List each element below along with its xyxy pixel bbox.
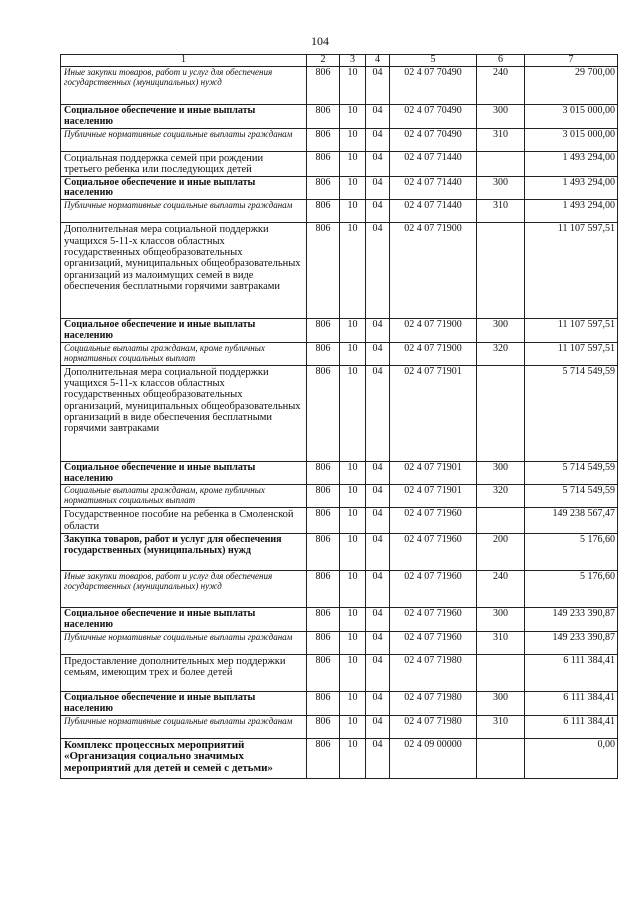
row-section-cell: 10	[340, 342, 366, 365]
row-name-cell: Социальное обеспечение и иные выплаты населению	[61, 608, 307, 632]
row-ministry-cell: 806	[307, 654, 340, 691]
row-subsection-cell: 04	[366, 319, 390, 343]
row-amount-cell: 3 015 000,00	[525, 105, 618, 129]
row-name-cell: Публичные нормативные социальные выплаты гражданам	[61, 631, 307, 654]
header-col-5: 5	[390, 55, 477, 67]
row-amount-cell: 5 714 549,59	[525, 365, 618, 461]
row-target-article-cell: 02 4 07 71960	[390, 534, 477, 571]
row-section-cell: 10	[340, 571, 366, 608]
row-name-cell: Социальное обеспечение и иные выплаты населению	[61, 691, 307, 715]
row-target-article-cell: 02 4 07 71440	[390, 151, 477, 176]
row-expense-type-cell: 300	[477, 105, 525, 129]
row-name-cell: Публичные нормативные социальные выплаты гражданам	[61, 128, 307, 151]
row-name-cell: Дополнительная мера социальной поддержки учащихся 5-11-х классов областных государственных общеобразовательных организаций, муниципальных общеобразовательных организаций из малоимущих семей в виде обеспечения бесплатными горячими завтраками	[61, 223, 307, 319]
row-name-cell: Государственное пособие на ребенка в Смоленской области	[61, 508, 307, 534]
budget-table	[60, 54, 618, 779]
row-section-cell: 10	[340, 461, 366, 485]
row-section-cell: 10	[340, 128, 366, 151]
row-amount-cell: 5 176,60	[525, 571, 618, 608]
row-amount-cell: 0,00	[525, 738, 618, 778]
row-section-cell: 10	[340, 508, 366, 534]
row-ministry-cell: 806	[307, 176, 340, 200]
row-expense-type-cell: 200	[477, 534, 525, 571]
row-ministry-cell: 806	[307, 223, 340, 319]
row-section-cell: 10	[340, 105, 366, 129]
row-expense-type-cell: 240	[477, 67, 525, 105]
row-target-article-cell: 02 4 07 71980	[390, 654, 477, 691]
row-ministry-cell: 806	[307, 691, 340, 715]
row-target-article-cell: 02 4 07 70490	[390, 105, 477, 129]
row-target-article-cell: 02 4 07 71960	[390, 508, 477, 534]
header-col-4: 4	[366, 55, 390, 67]
table-row	[61, 485, 618, 508]
row-section-cell: 10	[340, 534, 366, 571]
row-expense-type-cell: 300	[477, 176, 525, 200]
row-subsection-cell: 04	[366, 365, 390, 461]
row-subsection-cell: 04	[366, 105, 390, 129]
row-ministry-cell: 806	[307, 67, 340, 105]
row-target-article-cell: 02 4 07 71901	[390, 485, 477, 508]
row-section-cell: 10	[340, 67, 366, 105]
row-name-cell: Публичные нормативные социальные выплаты гражданам	[61, 200, 307, 223]
table-row	[61, 534, 618, 571]
row-target-article-cell: 02 4 07 71960	[390, 608, 477, 632]
row-name-cell: Социальные выплаты гражданам, кроме публичных нормативных социальных выплат	[61, 485, 307, 508]
row-subsection-cell: 04	[366, 631, 390, 654]
row-target-article-cell: 02 4 07 71960	[390, 631, 477, 654]
row-expense-type-cell: 320	[477, 485, 525, 508]
row-ministry-cell: 806	[307, 319, 340, 343]
row-expense-type-cell: 300	[477, 461, 525, 485]
table-row	[61, 608, 618, 632]
row-amount-cell: 29 700,00	[525, 67, 618, 105]
row-section-cell: 10	[340, 319, 366, 343]
row-ministry-cell: 806	[307, 128, 340, 151]
row-section-cell: 10	[340, 365, 366, 461]
row-target-article-cell: 02 4 07 71900	[390, 319, 477, 343]
row-name-cell: Иные закупки товаров, работ и услуг для обеспечения государственных (муниципальных) нужд	[61, 67, 307, 105]
row-subsection-cell: 04	[366, 223, 390, 319]
header-col-6: 6	[477, 55, 525, 67]
table-header-row	[61, 55, 618, 67]
row-expense-type-cell	[477, 738, 525, 778]
row-amount-cell: 11 107 597,51	[525, 342, 618, 365]
table-row	[61, 319, 618, 343]
row-name-cell: Социальное обеспечение и иные выплаты населению	[61, 176, 307, 200]
row-subsection-cell: 04	[366, 715, 390, 738]
row-subsection-cell: 04	[366, 342, 390, 365]
table-row	[61, 200, 618, 223]
table-row	[61, 654, 618, 691]
row-expense-type-cell: 310	[477, 715, 525, 738]
row-amount-cell: 149 233 390,87	[525, 608, 618, 632]
row-subsection-cell: 04	[366, 508, 390, 534]
row-ministry-cell: 806	[307, 105, 340, 129]
row-expense-type-cell: 300	[477, 608, 525, 632]
row-ministry-cell: 806	[307, 342, 340, 365]
row-amount-cell: 149 238 567,47	[525, 508, 618, 534]
table-row	[61, 105, 618, 129]
row-subsection-cell: 04	[366, 534, 390, 571]
header-col-2: 2	[307, 55, 340, 67]
row-amount-cell: 1 493 294,00	[525, 200, 618, 223]
row-target-article-cell: 02 4 07 70490	[390, 128, 477, 151]
table-row	[61, 128, 618, 151]
row-expense-type-cell: 240	[477, 571, 525, 608]
row-expense-type-cell: 310	[477, 631, 525, 654]
row-amount-cell: 6 111 384,41	[525, 715, 618, 738]
table-row	[61, 571, 618, 608]
page-number: 104	[311, 34, 329, 48]
row-section-cell: 10	[340, 151, 366, 176]
row-section-cell: 10	[340, 176, 366, 200]
row-subsection-cell: 04	[366, 200, 390, 223]
table-row	[61, 508, 618, 534]
row-section-cell: 10	[340, 654, 366, 691]
row-name-cell: Дополнительная мера социальной поддержки учащихся 5-11-х классов областных государственных общеобразовательных организаций, муниципальных общеобразовательных организаций в виде обеспечения бесплатными горячими завтраками	[61, 365, 307, 461]
row-expense-type-cell: 300	[477, 691, 525, 715]
row-target-article-cell: 02 4 07 70490	[390, 67, 477, 105]
row-expense-type-cell: 320	[477, 342, 525, 365]
row-section-cell: 10	[340, 715, 366, 738]
row-subsection-cell: 04	[366, 151, 390, 176]
row-ministry-cell: 806	[307, 571, 340, 608]
row-expense-type-cell: 300	[477, 319, 525, 343]
row-subsection-cell: 04	[366, 738, 390, 778]
row-amount-cell: 11 107 597,51	[525, 319, 618, 343]
table-row	[61, 715, 618, 738]
table-row	[61, 738, 618, 778]
row-section-cell: 10	[340, 738, 366, 778]
row-ministry-cell: 806	[307, 485, 340, 508]
row-section-cell: 10	[340, 608, 366, 632]
row-section-cell: 10	[340, 485, 366, 508]
row-amount-cell: 5 176,60	[525, 534, 618, 571]
row-expense-type-cell: 310	[477, 128, 525, 151]
row-amount-cell: 5 714 549,59	[525, 485, 618, 508]
row-ministry-cell: 806	[307, 508, 340, 534]
row-subsection-cell: 04	[366, 461, 390, 485]
row-expense-type-cell	[477, 654, 525, 691]
row-subsection-cell: 04	[366, 691, 390, 715]
row-amount-cell: 149 233 390,87	[525, 631, 618, 654]
table-row	[61, 631, 618, 654]
row-ministry-cell: 806	[307, 608, 340, 632]
row-amount-cell: 6 111 384,41	[525, 654, 618, 691]
row-amount-cell: 1 493 294,00	[525, 151, 618, 176]
table-row	[61, 691, 618, 715]
row-name-cell: Социальное обеспечение и иные выплаты населению	[61, 105, 307, 129]
row-amount-cell: 6 111 384,41	[525, 691, 618, 715]
row-expense-type-cell	[477, 508, 525, 534]
row-subsection-cell: 04	[366, 176, 390, 200]
table-row	[61, 176, 618, 200]
row-name-cell: Социальная поддержка семей при рождении третьего ребенка или последующих детей	[61, 151, 307, 176]
row-target-article-cell: 02 4 07 71901	[390, 461, 477, 485]
row-expense-type-cell	[477, 365, 525, 461]
table-row	[61, 342, 618, 365]
row-target-article-cell: 02 4 07 71900	[390, 223, 477, 319]
table-body	[61, 67, 618, 779]
row-name-cell: Социальное обеспечение и иные выплаты населению	[61, 461, 307, 485]
row-ministry-cell: 806	[307, 365, 340, 461]
table-row	[61, 461, 618, 485]
row-ministry-cell: 806	[307, 461, 340, 485]
row-subsection-cell: 04	[366, 571, 390, 608]
row-ministry-cell: 806	[307, 715, 340, 738]
row-amount-cell: 5 714 549,59	[525, 461, 618, 485]
header-col-3: 3	[340, 55, 366, 67]
row-name-cell: Комплекс процессных мероприятий «Организация социально значимых мероприятий для детей и семей с детьми»	[61, 738, 307, 778]
row-name-cell: Предоставление дополнительных мер поддержки семьям, имеющим трех и более детей	[61, 654, 307, 691]
row-subsection-cell: 04	[366, 654, 390, 691]
row-subsection-cell: 04	[366, 67, 390, 105]
row-name-cell: Социальные выплаты гражданам, кроме публичных нормативных социальных выплат	[61, 342, 307, 365]
row-amount-cell: 1 493 294,00	[525, 176, 618, 200]
header-col-7: 7	[525, 55, 618, 67]
table-row	[61, 223, 618, 319]
table-row	[61, 365, 618, 461]
row-ministry-cell: 806	[307, 151, 340, 176]
row-target-article-cell: 02 4 07 71440	[390, 200, 477, 223]
row-subsection-cell: 04	[366, 485, 390, 508]
row-target-article-cell: 02 4 07 71980	[390, 715, 477, 738]
row-amount-cell: 3 015 000,00	[525, 128, 618, 151]
row-section-cell: 10	[340, 631, 366, 654]
header-col-1: 1	[61, 55, 307, 67]
row-subsection-cell: 04	[366, 128, 390, 151]
row-section-cell: 10	[340, 691, 366, 715]
row-amount-cell: 11 107 597,51	[525, 223, 618, 319]
row-subsection-cell: 04	[366, 608, 390, 632]
row-name-cell: Социальное обеспечение и иные выплаты населению	[61, 319, 307, 343]
table-row	[61, 67, 618, 105]
row-target-article-cell: 02 4 07 71980	[390, 691, 477, 715]
row-target-article-cell: 02 4 07 71900	[390, 342, 477, 365]
row-section-cell: 10	[340, 200, 366, 223]
row-target-article-cell: 02 4 07 71440	[390, 176, 477, 200]
row-target-article-cell: 02 4 07 71960	[390, 571, 477, 608]
row-target-article-cell: 02 4 09 00000	[390, 738, 477, 778]
row-name-cell: Иные закупки товаров, работ и услуг для обеспечения государственных (муниципальных) нужд	[61, 571, 307, 608]
table-row	[61, 151, 618, 176]
row-ministry-cell: 806	[307, 200, 340, 223]
row-ministry-cell: 806	[307, 534, 340, 571]
row-ministry-cell: 806	[307, 738, 340, 778]
row-target-article-cell: 02 4 07 71901	[390, 365, 477, 461]
row-expense-type-cell	[477, 151, 525, 176]
row-name-cell: Публичные нормативные социальные выплаты гражданам	[61, 715, 307, 738]
row-section-cell: 10	[340, 223, 366, 319]
row-name-cell: Закупка товаров, работ и услуг для обеспечения государственных (муниципальных) нужд	[61, 534, 307, 571]
row-expense-type-cell: 310	[477, 200, 525, 223]
row-ministry-cell: 806	[307, 631, 340, 654]
row-expense-type-cell	[477, 223, 525, 319]
